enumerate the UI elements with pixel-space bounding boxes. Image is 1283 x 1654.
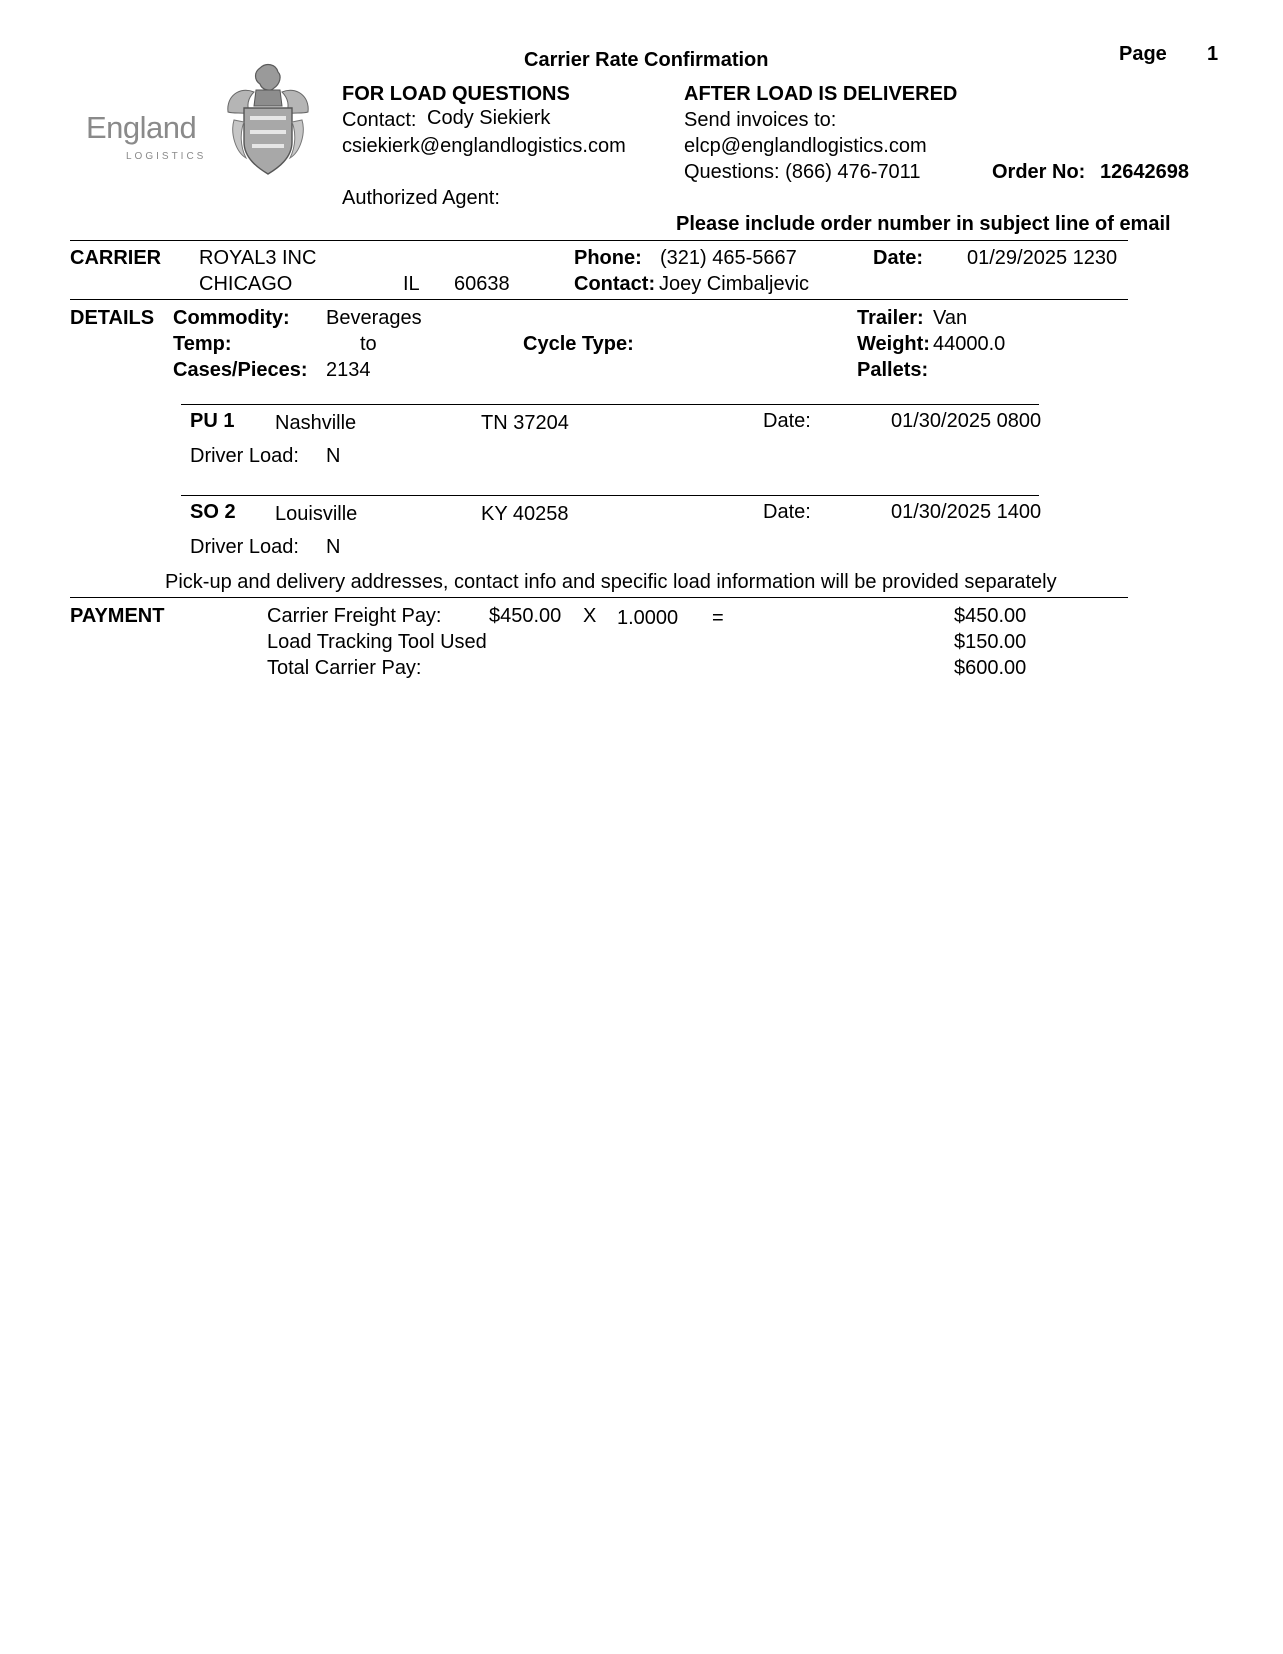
contact-name: Cody Siekierk: [427, 107, 551, 129]
stop-state-zip: TN 37204: [481, 412, 569, 434]
cases-label: Cases/Pieces:: [173, 359, 308, 381]
crest-icon: [220, 62, 316, 180]
contact-email-link[interactable]: csiekierk@englandlogistics.com: [342, 135, 626, 157]
carrier-section-label: CARRIER: [70, 247, 162, 269]
carrier-contact-label: Contact:: [574, 273, 656, 295]
carrier-date: 01/29/2025 1230: [967, 247, 1118, 269]
logo-subtitle: LOGISTICS: [126, 151, 207, 162]
driver-load-value: N: [326, 445, 341, 467]
carrier-zip: 60638: [454, 273, 510, 295]
freight-quantity: 1.0000: [617, 607, 679, 629]
stop-city: Nashville: [275, 412, 357, 434]
weight-label: Weight:: [857, 333, 930, 355]
multiply-sign: X: [583, 605, 597, 627]
tracking-tool-amount: $150.00: [954, 631, 1027, 653]
divider: [70, 597, 1128, 598]
total-pay-amount: $600.00: [954, 657, 1027, 679]
authorized-agent-label: Authorized Agent:: [342, 187, 500, 209]
pallets-label: Pallets:: [857, 359, 929, 381]
carrier-phone-label: Phone:: [574, 247, 642, 269]
trailer-label: Trailer:: [857, 307, 924, 329]
page-label: Page: [1119, 43, 1167, 65]
england-logistics-logo: [86, 62, 318, 180]
total-pay-label: Total Carrier Pay:: [267, 657, 422, 679]
driver-load-label: Driver Load:: [190, 445, 299, 467]
logo-wordmark: England: [86, 110, 197, 145]
freight-total: $450.00: [954, 605, 1027, 627]
after-delivery-heading: AFTER LOAD IS DELIVERED: [684, 83, 958, 105]
driver-load-label: Driver Load:: [190, 536, 299, 558]
questions-phone: Questions: (866) 476-7011: [684, 161, 921, 183]
stop-code: SO 2: [190, 501, 236, 523]
tracking-tool-label: Load Tracking Tool Used: [267, 631, 487, 653]
send-invoices-label: Send invoices to:: [684, 109, 837, 131]
order-number: 12642698: [1100, 161, 1189, 183]
addresses-notice: Pick-up and delivery addresses, contact info and specific load information will be provided separately: [165, 571, 1057, 593]
document-title: Carrier Rate Confirmation: [524, 49, 769, 71]
temp-label: Temp:: [173, 333, 232, 355]
stop-date: 01/30/2025 1400: [891, 501, 1042, 523]
divider: [181, 404, 1039, 405]
order-number-label: Order No:: [992, 161, 1086, 183]
stop-code: PU 1: [190, 410, 235, 432]
stop-date-label: Date:: [763, 410, 811, 432]
trailer-value: Van: [933, 307, 968, 329]
page-number: 1: [1207, 43, 1219, 65]
carrier-state: IL: [403, 273, 420, 295]
load-questions-heading: FOR LOAD QUESTIONS: [342, 83, 570, 105]
order-email-note: Please include order number in subject line of email: [676, 213, 1171, 235]
carrier-date-label: Date:: [873, 247, 924, 269]
invoice-email-link[interactable]: elcp@englandlogistics.com: [684, 135, 927, 157]
divider: [181, 495, 1039, 496]
carrier-contact: Joey Cimbaljevic: [659, 273, 810, 295]
cycle-type-label: Cycle Type:: [523, 333, 634, 355]
driver-load-value: N: [326, 536, 341, 558]
freight-rate: $450.00: [489, 605, 562, 627]
weight-value: 44000.0: [933, 333, 1006, 355]
divider: [70, 240, 1128, 241]
freight-pay-label: Carrier Freight Pay:: [267, 605, 442, 627]
carrier-city: CHICAGO: [199, 273, 293, 295]
commodity-label: Commodity:: [173, 307, 290, 329]
carrier-phone: (321) 465-5667: [660, 247, 797, 269]
stop-state-zip: KY 40258: [481, 503, 569, 525]
payment-section-label: PAYMENT: [70, 605, 165, 627]
cases-value: 2134: [326, 359, 371, 381]
equals-sign: =: [712, 607, 724, 629]
divider: [70, 299, 1128, 300]
stop-date-label: Date:: [763, 501, 811, 523]
stop-date: 01/30/2025 0800: [891, 410, 1042, 432]
commodity-value: Beverages: [326, 307, 422, 329]
stop-city: Louisville: [275, 503, 358, 525]
temp-value: to: [360, 333, 377, 355]
contact-label: Contact:: [342, 109, 417, 131]
details-section-label: DETAILS: [70, 307, 155, 329]
carrier-name: ROYAL3 INC: [199, 247, 317, 269]
